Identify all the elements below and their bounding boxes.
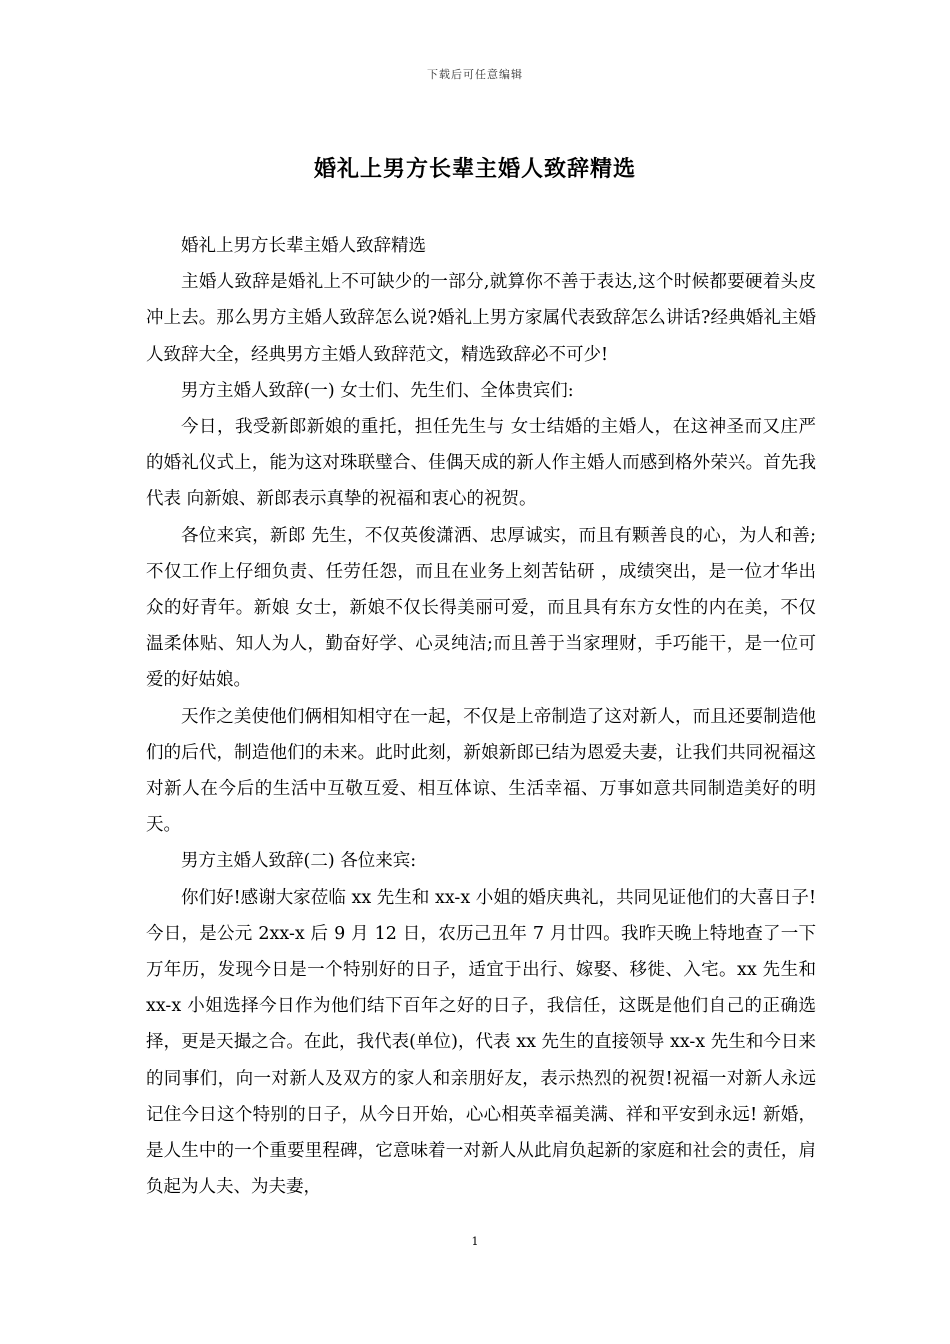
paragraph: 各位来宾，新郎 先生，不仅英俊潇洒、忠厚诚实，而且有颗善良的心，为人和善;不仅工作上仔细负责、任劳任怨，而且在业务上刻苦钻研 ，成绩突出，是一位才华出众的好青年。新娘 女士，新娘不仅长得美丽可爱，而且具有东方女性的内在美，不仅温柔体贴、知人为人，勤奋好学、心灵纯洁;而且善于当家理财，手巧能干，是一位可爱的好姑娘。 (146, 525, 816, 691)
page-number: 1 (471, 1235, 479, 1248)
document-body (146, 228, 816, 1205)
paragraph: 你们好!感谢大家莅临 xx 先生和 xx-x 小姐的婚庆典礼，共同见证他们的大喜日子! 今日，是公元 2xx-x 后 9 月 12 日，农历己丑年 7 月廿四。我昨天晚上特地查了一下万年历，发现今日是一个特别好的日子，适宜于出行、嫁娶、移徙、入宅。xx 先生和 xx-x 小姐选择今日作为他们结下百年之好的日子，我信任，这既是他们自己的正确选择，更是天撮之合。在此，我代表(单位)，代表 xx 先生的直接领导 xx-x 先生和今日来的同事们，向一对新人及双方的家人和亲朋好友，表示热烈的祝贺!祝福一对新人永远记住今日这个特别的日子，从今日开始，心心相英幸福美满、祥和平安到永远! 新婚，是人生中的一个重要里程碑，它意味着一对新人从此肩负起新的家庭和社会的责任，肩负起为人夫、为夫妻， (146, 887, 816, 1198)
document-title: 婚礼上男方长辈主婚人致辞精选 (313, 156, 636, 182)
paragraph: 今日，我受新郎新娘的重托，担任先生与 女士结婚的主婚人，在这神圣而又庄严的婚礼仪式上，能为这对珠联璧合、佳偶天成的新人作主婚人而感到格外荣兴。首先我代表 向新娘、新郎表示真挚的祝福和衷心的祝贺。 (146, 417, 816, 510)
paragraph-speech-one-heading: 男方主婚人致辞(一) 女士们、先生们、全体贵宾们: (181, 380, 574, 401)
header-note: 下载后可任意编辑 (427, 68, 523, 81)
paragraph-subtitle: 婚礼上男方长辈主婚人致辞精选 (181, 236, 426, 256)
paragraph: 天作之美使他们俩相知相守在一起，不仅是上帝制造了这对新人，而且还要制造他们的后代，制造他们的未来。此时此刻，新娘新郎已结为恩爱夫妻，让我们共同祝福这对新人在今后的生活中互敬互爱、相互体谅、生活幸福、万事如意共同制造美好的明天。 (146, 706, 816, 836)
paragraph-intro: 主婚人致辞是婚礼上不可缺少的一部分,就算你不善于表达,这个时候都要硬着头皮冲上去。那么男方主婚人致辞怎么说?婚礼上男方家属代表致辞怎么讲话?经典婚礼主婚人致辞大全，经典男方主婚人致辞范文，精选致辞必不可少! (146, 272, 816, 365)
paragraph-speech-two-heading: 男方主婚人致辞(二) 各位来宾: (181, 851, 417, 872)
